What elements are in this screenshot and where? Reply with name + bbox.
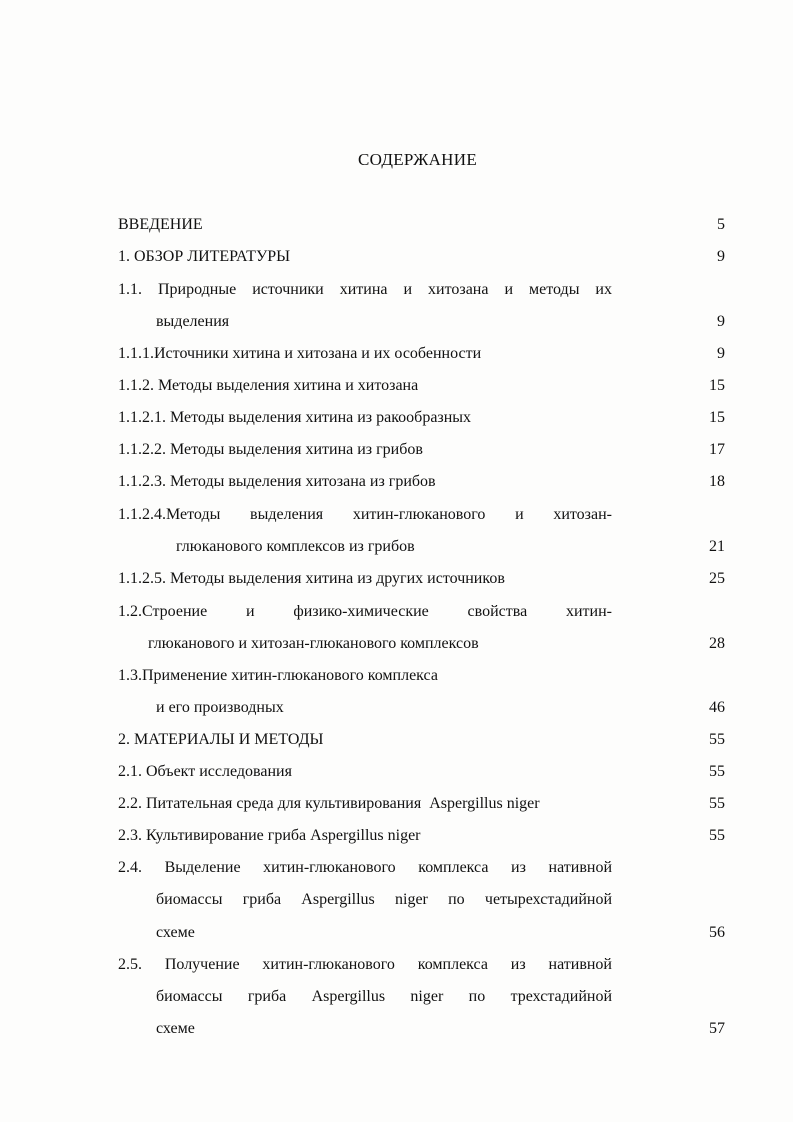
toc-entry-1-1-2-4-line-1: 1.1.2.4.Методы выделения хитин-глюканового и хитозан- <box>118 506 612 523</box>
toc-page-number: 46 <box>709 699 725 716</box>
toc-page-number: 21 <box>709 538 725 555</box>
toc-entry-label: 2. МАТЕРИАЛЫ И МЕТОДЫ <box>118 731 324 748</box>
toc-entry-2-5-line-1: 2.5. Получение хитин-глюканового комплекса из нативной <box>118 956 612 973</box>
toc-entry-1-2-line-2: глюканового и хитозан-глюканового комплексов <box>148 635 479 652</box>
toc-page-number: 57 <box>709 1020 725 1037</box>
toc-entry-1-1-line-2: выделения <box>156 313 230 330</box>
toc-entry-1-1-line-1: 1.1. Природные источники хитина и хитозана и методы их <box>118 281 612 298</box>
toc-page-number: 55 <box>709 827 725 844</box>
toc-entry-2-4-line-2: биомассы гриба Aspergillus niger по четырехстадийной <box>156 891 612 908</box>
toc-entry-introduction <box>118 216 203 234</box>
toc-entry-chapter-1 <box>118 248 290 266</box>
toc-entry-1-1-2-3 <box>118 473 436 491</box>
toc-page-number: 55 <box>709 795 725 812</box>
toc-page-number: 5 <box>717 216 725 233</box>
toc-entry-label: 2.2. Питательная среда для культивирования Aspergillus niger <box>118 795 540 812</box>
toc-entry-label: 1.1.2.2. Методы выделения хитина из грибов <box>118 441 423 458</box>
toc-entry-label: 1.1.2.1. Методы выделения хитина из ракообразных <box>118 409 472 426</box>
toc-entry-label: 2.3. Культивирование гриба Aspergillus niger <box>118 827 421 844</box>
toc-page-number: 28 <box>709 635 725 652</box>
toc-entry-2-1 <box>118 763 292 781</box>
toc-entry-label: 1.1.2. Методы выделения хитина и хитозана <box>118 377 419 394</box>
toc-entry-2-3 <box>118 827 421 845</box>
toc-entry-1-3-line-1: 1.3.Применение хитин-глюканового комплекса <box>118 667 438 684</box>
toc-page-number: 18 <box>709 473 725 490</box>
toc-entry-1-2-line-1: 1.2.Строение и физико-химические свойства хитин- <box>118 603 612 620</box>
toc-page-number: 17 <box>709 441 725 458</box>
toc-entry-label: 1.1.2.3. Методы выделения хитозана из грибов <box>118 473 436 490</box>
toc-entry-1-1-2-5 <box>118 570 505 588</box>
toc-entry-1-1-1 <box>118 345 481 363</box>
toc-entry-label: 1.1.1.Источники хитина и хитозана и их особенности <box>118 345 482 362</box>
toc-entry-2-4-line-3: схеме <box>156 924 195 941</box>
toc-entry-2-2 <box>118 795 540 813</box>
toc-page-number: 9 <box>717 345 725 362</box>
toc-entry-1-1-2 <box>118 377 418 395</box>
toc-page-number: 55 <box>709 763 725 780</box>
toc-entry-label: 2.1. Объект исследования <box>118 763 292 780</box>
toc-entry-1-3-line-2: и его производных <box>156 699 284 716</box>
toc-entry-1-1-2-4-line-2: глюканового комплексов из грибов <box>176 538 415 555</box>
toc-page-number: 9 <box>717 313 725 330</box>
toc-entry-2-5-line-3: схеме <box>156 1020 195 1037</box>
toc-page-number: 15 <box>709 409 725 426</box>
toc-entry-chapter-2 <box>118 731 323 749</box>
toc-entry-label: 1. ОБЗОР ЛИТЕРАТУРЫ <box>118 248 291 265</box>
toc-entry-2-5-line-2: биомассы гриба Aspergillus niger по трехстадийной <box>156 988 612 1005</box>
toc-page-number: 25 <box>709 570 725 587</box>
toc-page-number: 9 <box>717 248 725 265</box>
toc-entry-1-1-2-1 <box>118 409 471 427</box>
toc-entry-label: ВВЕДЕНИЕ <box>118 216 203 233</box>
page-title: СОДЕРЖАНИЕ <box>357 150 478 169</box>
toc-page-number: 56 <box>709 924 725 941</box>
toc-page-number: 55 <box>709 731 725 748</box>
toc-entry-label: 1.1.2.5. Методы выделения хитина из других источников <box>118 570 505 587</box>
toc-page-number: 15 <box>709 377 725 394</box>
toc-entry-1-1-2-2 <box>118 441 423 459</box>
toc-entry-2-4-line-1: 2.4. Выделение хитин-глюканового комплекса из нативной <box>118 859 612 876</box>
